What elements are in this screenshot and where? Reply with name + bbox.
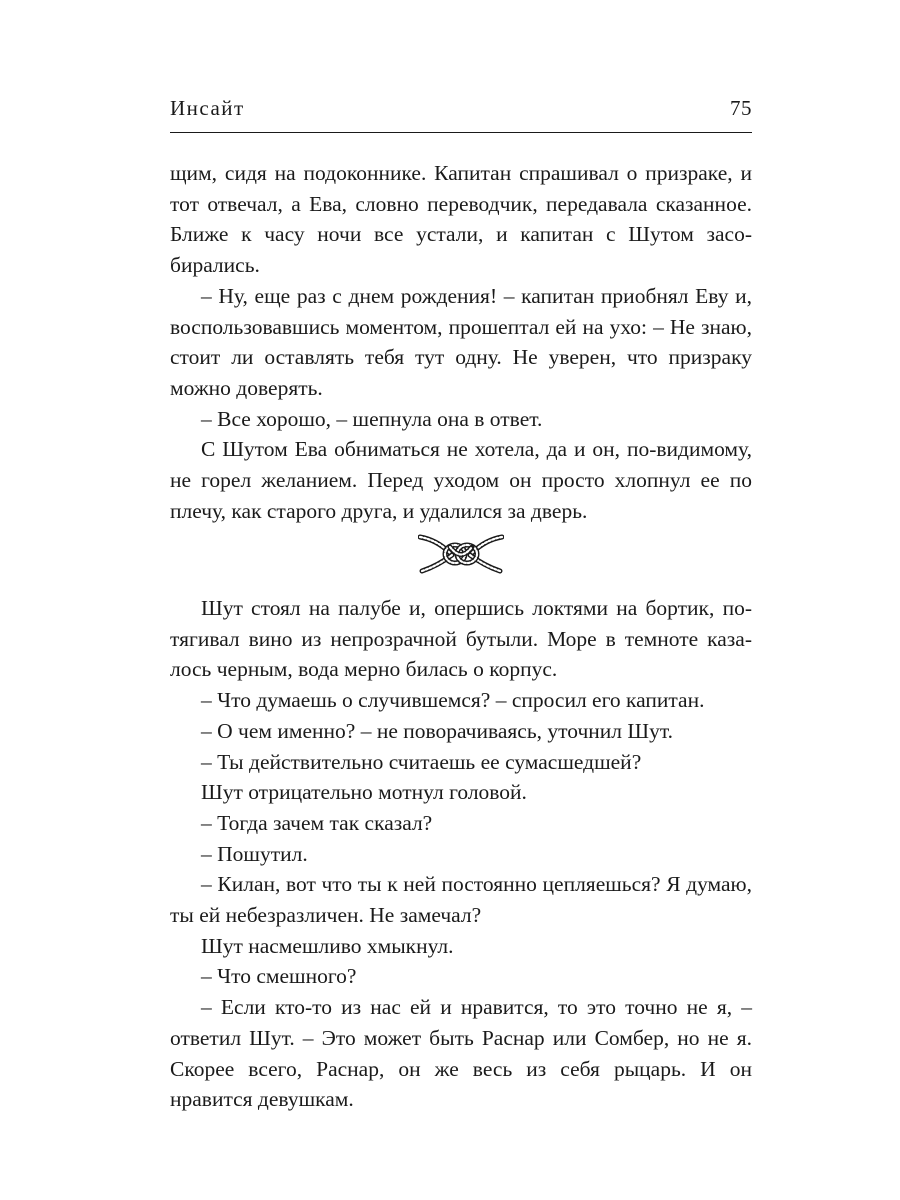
running-title: Инсайт xyxy=(170,96,245,120)
paragraph: Шут насмешливо хмыкнул. xyxy=(201,933,454,958)
paragraph: – Килан, вот что ты к ней постоянно цепляешься? Я думаю, ты ей небезразличен. Не замечал? xyxy=(170,872,752,928)
paragraph: щим, сидя на подоконнике. Капитан спрашивал о призраке, и тот отвечал, а Ева, словно переводчик, передавала сказанное. Ближе к часу ночи все устали, и капитан с Шутом засобирались. xyxy=(170,161,752,278)
rope-knot-icon xyxy=(418,527,504,579)
paragraph: С Шутом Ева обниматься не хотела, да и он, по-видимому, не горел желанием. Перед уходом он просто хлопнул ее по плечу, как старого друга, и удалился за дверь. xyxy=(170,437,752,523)
paragraph: Шут отрицательно мотнул головой. xyxy=(201,780,527,805)
text-block-1 xyxy=(170,158,752,526)
header-rule xyxy=(170,132,752,133)
paragraph: Шут стоял на палубе и, опершись локтями на бортик, потягивал вино из непрозрачной бутыли. Море в темноте казалось черным, вода мерно билась о корпус. xyxy=(170,596,752,682)
text-block-2 xyxy=(170,593,752,1115)
paragraph: – Все хорошо, – шепнула она в ответ. xyxy=(201,406,543,431)
paragraph: – Пошутил. xyxy=(201,841,308,866)
paragraph: – Тогда зачем так сказал? xyxy=(201,810,433,835)
paragraph: – Ну, еще раз с днем рождения! – капитан приобнял Еву и, воспользовавшись моментом, прошептал ей на ухо: – Не знаю, стоит ли оставлять тебя тут одну. Не уверен, что призраку можно доверять. xyxy=(170,283,752,400)
paragraph: – Что смешного? xyxy=(201,964,357,989)
book-page xyxy=(170,0,752,1200)
paragraph: – Ты действительно считаешь ее сумасшедшей? xyxy=(201,749,642,774)
running-head xyxy=(170,96,752,126)
paragraph: – Если кто-то из нас ей и нравится, то это точно не я, – ответил Шут. – Это может быть Раснар или Сомбер, но не я. Скорее всего, Раснар, он же весь из себя рыцарь. И он нравится девушкам. xyxy=(170,995,752,1112)
paragraph: – Что думаешь о случившемся? – спросил его капитан. xyxy=(201,688,705,713)
page-number: 75 xyxy=(730,96,752,120)
paragraph: – О чем именно? – не поворачиваясь, уточнил Шут. xyxy=(201,718,673,743)
